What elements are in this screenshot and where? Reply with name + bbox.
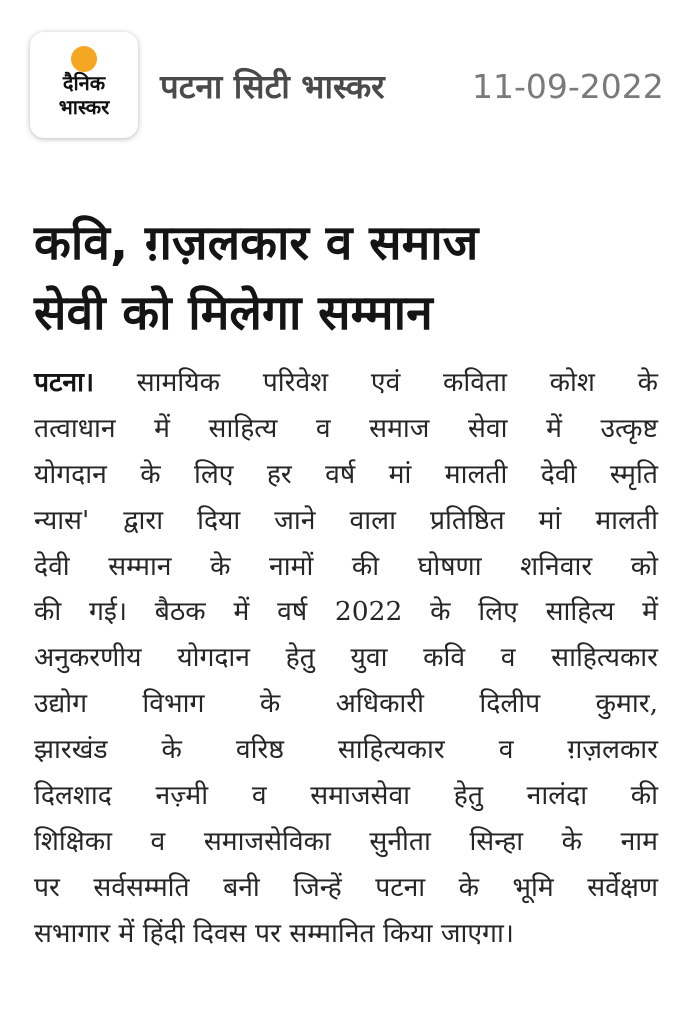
article-text: सामयिक परिवेश एवं कविता कोश के [136,367,658,398]
headline [34,208,674,348]
article-body [34,360,658,957]
header [0,0,689,160]
sun-dot-icon [71,46,97,72]
article-line-1 [34,360,658,406]
publication-date: 11-09-2022 [472,67,664,106]
article-line-12: पर सर्वसम्मति बनी जिन्हें पटना के भूमि सर्वेक्षण [34,871,658,903]
article-line-10: दिलशाद नज़्मी व समाजसेवा हेतु नालंदा की [34,780,658,812]
article-line-8: उद्योग विभाग के अधिकारी दिलीप कुमार, [34,688,658,720]
article-line-11: शिक्षिका व समाजसेविका सुनीता सिन्हा के नाम [34,825,658,857]
dateline: पटना। [34,367,95,398]
dainik-bhaskar-logo [30,32,138,138]
headline-line-1: कवि, ग़ज़लकार व समाज [34,215,479,271]
logo-text-line2: भास्कर [58,95,110,119]
article-line-4: न्यास' द्वारा दिया जाने वाला प्रतिष्ठित मां मालती [34,504,658,536]
article-line-2: तत्वाधान में साहित्य व समाज सेवा में उत्कृष्ट [34,412,658,444]
article-line-9: झारखंड के वरिष्ठ साहित्यकार व ग़ज़लकार [34,734,658,766]
headline-line-2: सेवी को मिलेगा सम्मान [34,285,433,341]
edition-name: पटना सिटी भास्कर [160,67,385,106]
article-line-5: देवी सम्मान के नामों की घोषणा शनिवार को [34,550,658,582]
logo-text-line1: दैनिक [62,71,106,95]
article-line-13: सभागार में हिंदी दिवस पर सम्मानित किया जाएगा। [34,917,514,949]
article-line-3: योगदान के लिए हर वर्ष मां मालती देवी स्मृति [34,458,658,490]
article-line-6: की गई। बैठक में वर्ष 2022 के लिए साहित्य में [34,596,658,628]
article-line-7: अनुकरणीय योगदान हेतु युवा कवि व साहित्यकार [34,642,658,674]
